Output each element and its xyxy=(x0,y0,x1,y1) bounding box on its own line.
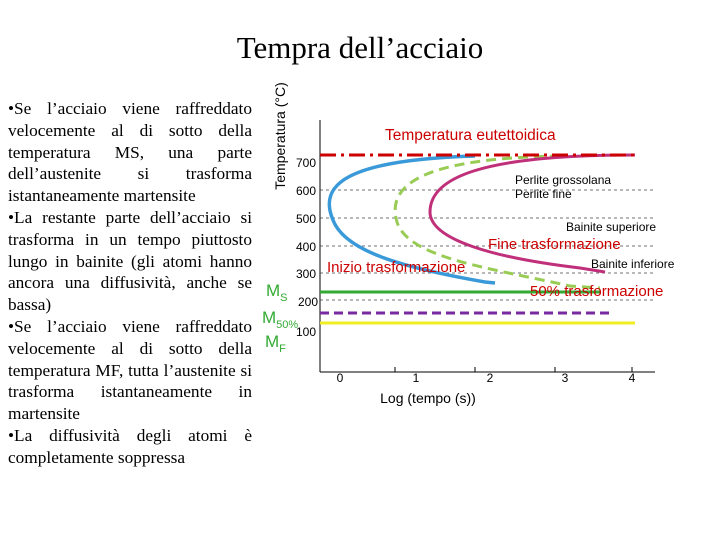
mf-label: $M_F$ xyxy=(265,332,286,355)
bullet-item: •Se l’acciaio viene raffreddato velocemente al di sotto della temperatura MF, tutta l’austenite si trasforma istantaneamente in martensite xyxy=(8,316,252,424)
x-tick-label: 3 xyxy=(561,371,569,385)
bullet-item: •La diffusività degli atomi è completamente soppressa xyxy=(8,425,252,467)
m50-label: $M_{50\%}$ xyxy=(262,308,299,331)
start-transformation-label: Inizio trasformazione xyxy=(327,259,466,276)
y-tick-label: 100 xyxy=(296,325,317,339)
fine-pearlite-label: Perlite fine xyxy=(515,187,572,201)
bullet-item: •Se l’acciaio viene raffreddato velocemente al di sotto della temperatura MS, una parte dell’austenite si trasforma istantaneamente martensite xyxy=(8,99,252,206)
y-tick-label: 700 xyxy=(296,156,317,170)
x-tick-label: 2 xyxy=(486,371,494,385)
lower-bainite-label: Bainite inferiore xyxy=(591,257,675,271)
eutectoid-label: Temperatura eutettoidica xyxy=(385,127,556,144)
x-axis-label: Log (tempo (s)) xyxy=(380,390,476,406)
bullet-item: •La restante parte dell’acciaio si trasforma in un tempo piuttosto lungo in bainite (gli atomi hanno ancora una diffusività, anche se bassa) xyxy=(8,207,252,315)
half-transformation-label: 50% trasformazione xyxy=(530,283,664,300)
end-transformation-label: Fine trasformazione xyxy=(488,236,621,253)
x-tick-label: 0 xyxy=(336,371,344,385)
y-tick-label: 600 xyxy=(296,184,317,198)
x-tick-label: 4 xyxy=(628,371,636,385)
upper-bainite-label: Bainite superiore xyxy=(566,220,657,234)
y-tick-label: 400 xyxy=(296,240,317,254)
x-tick-label: 1 xyxy=(412,371,420,385)
ms-label: $M_S$ xyxy=(266,281,288,304)
y-tick-label: 500 xyxy=(296,212,317,226)
y-tick-label: 300 xyxy=(296,267,317,281)
page-title: Tempra dell’acciaio xyxy=(236,30,484,65)
y-axis-label: Temperatura (°C) xyxy=(272,82,288,190)
coarse-pearlite-label: Perlite grossolana xyxy=(515,173,612,187)
y-tick-label: 200 xyxy=(298,295,319,309)
